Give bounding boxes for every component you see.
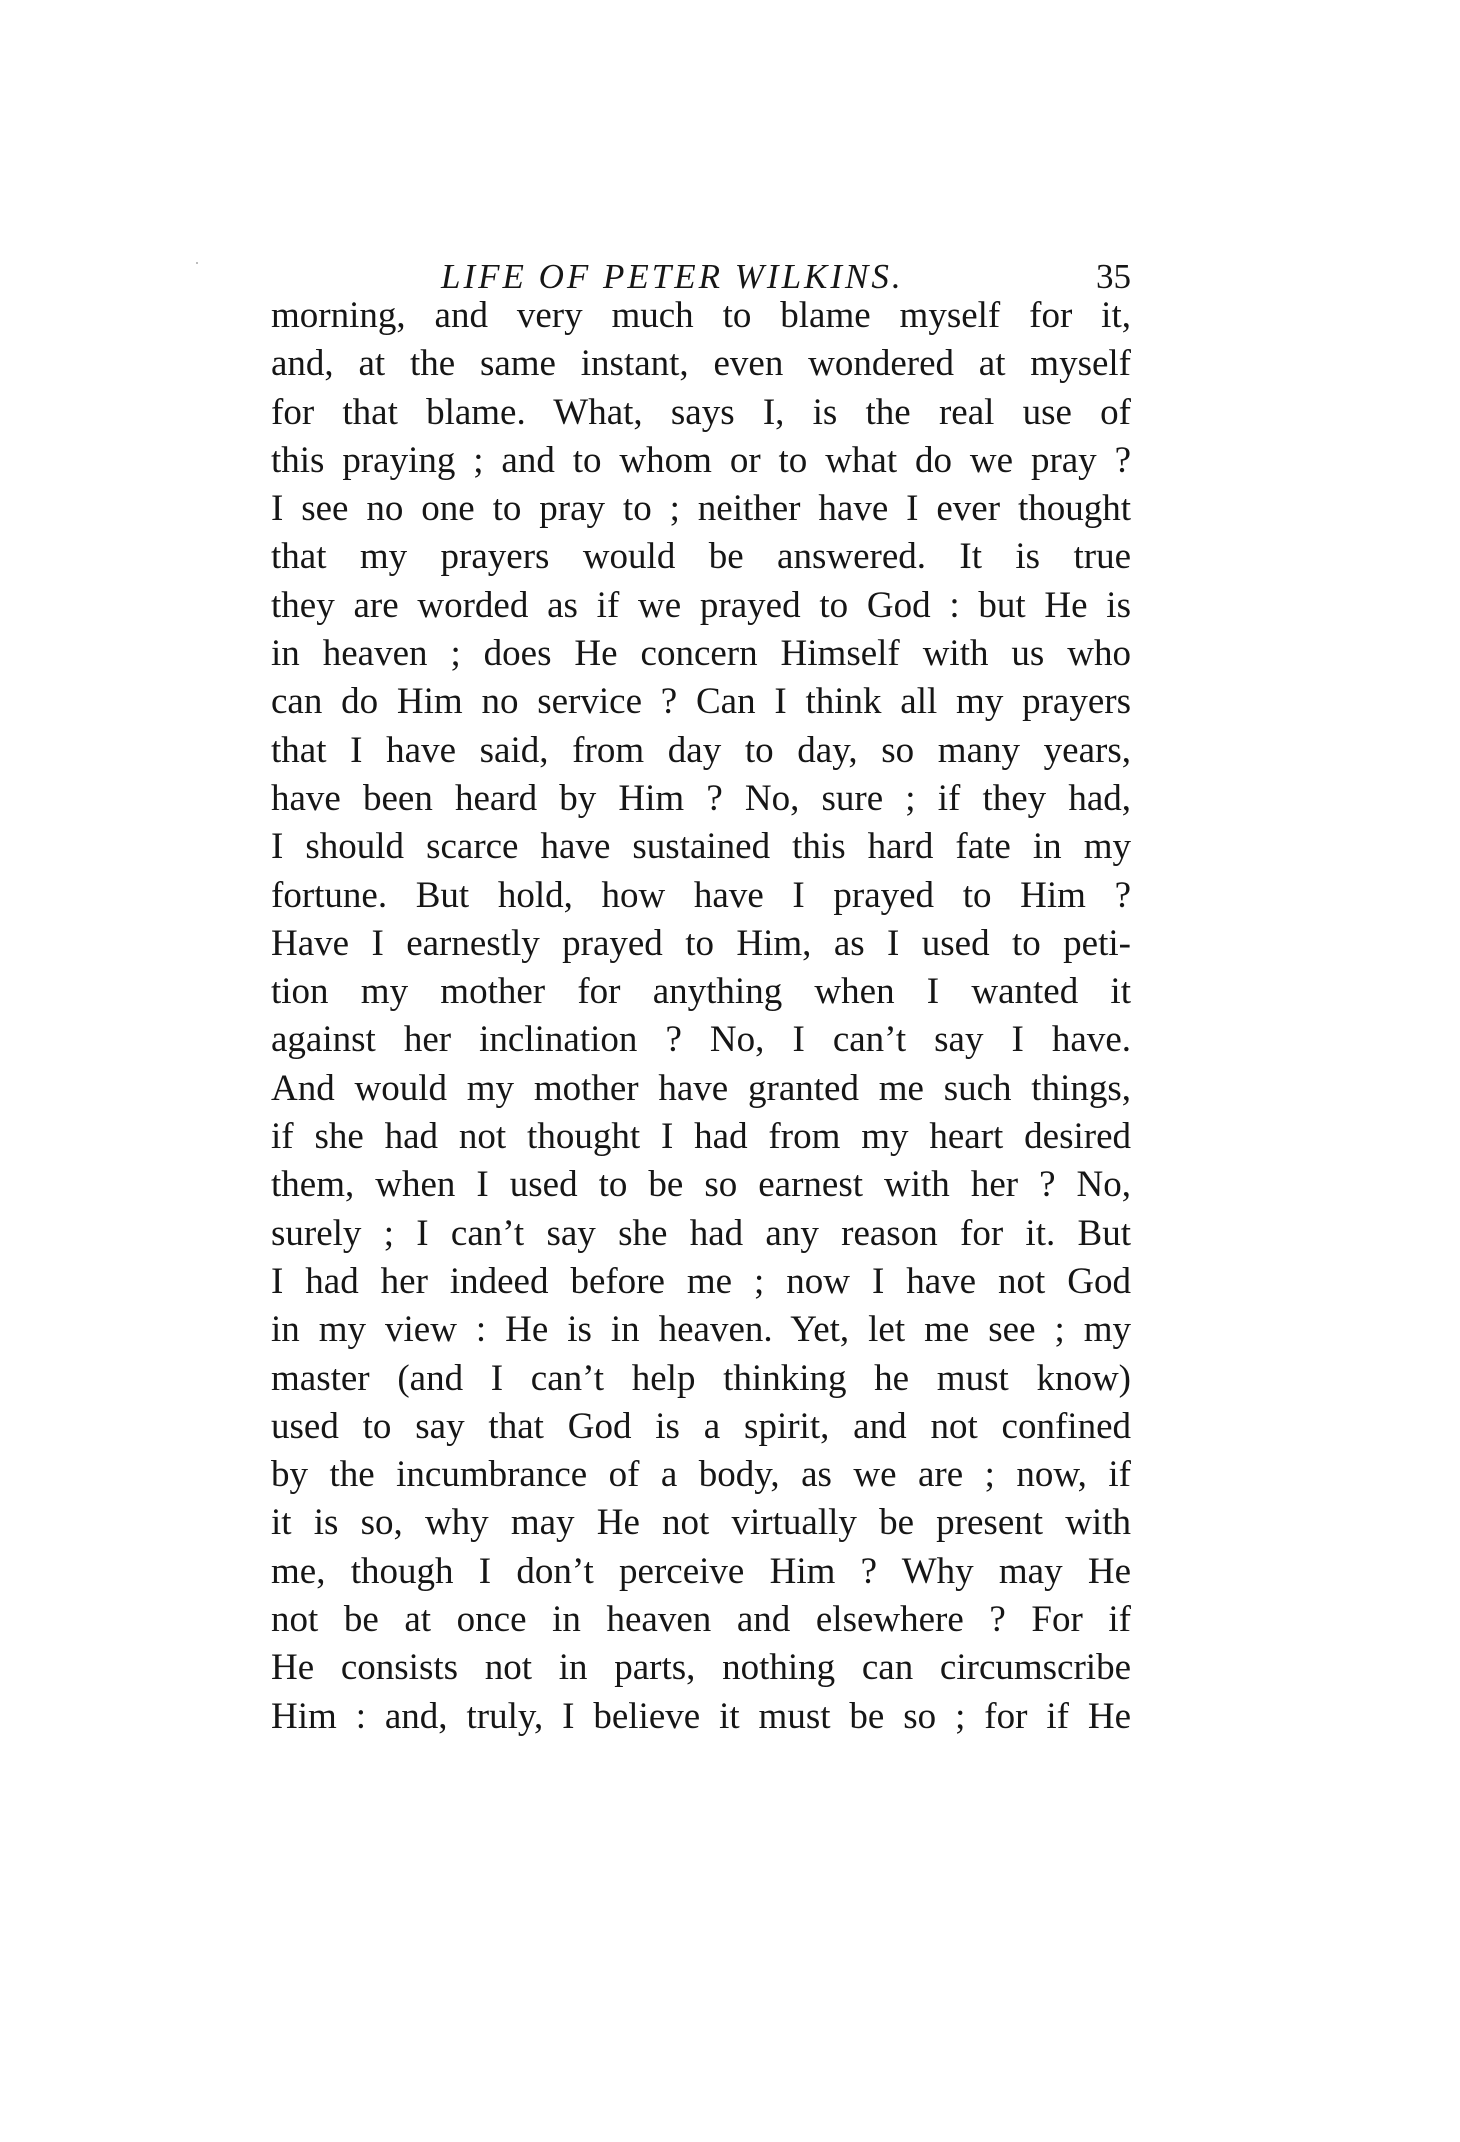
text-line: morning, and very much to blame myself for it, (271, 295, 1131, 336)
text-line: have been heard by Him ? No, sure ; if they had, (271, 777, 1131, 819)
text-line: tion my mother for anything when I wanted it (271, 971, 1131, 1013)
text-line: them, when I used to be so earnest with her ? No, (271, 1164, 1131, 1206)
text-line: by the incumbrance of a body, as we are ; now, if (271, 1454, 1131, 1496)
text-line: they are worded as if we prayed to God : but He is (271, 584, 1131, 626)
text-line: I see no one to pray to ; neither have I ever thought (271, 488, 1131, 530)
text-line: that my prayers would be answered. It is true (271, 536, 1131, 578)
text-line: can do Him no service ? Can I think all my prayers (271, 681, 1131, 723)
text-line: if she had not thought I had from my heart desired (271, 1116, 1131, 1158)
text-line: me, though I don’t perceive Him ? Why may He (271, 1550, 1131, 1592)
text-line: for that blame. What, says I, is the real use of (271, 391, 1131, 433)
text-line: this praying ; and to whom or to what do we pray ? (271, 439, 1131, 481)
page-number: 35 (1096, 257, 1131, 296)
text-line: I had her indeed before me ; now I have not God (271, 1260, 1131, 1302)
running-title: LIFE OF PETER WILKINS. (441, 257, 904, 296)
text-line: not be at once in heaven and elsewhere ? For if (271, 1599, 1131, 1641)
text-line: I should scarce have sustained this hard fate in my (271, 826, 1131, 868)
paper-speck (196, 262, 198, 264)
text-line: surely ; I can’t say she had any reason for it. But (271, 1212, 1131, 1254)
text-line: Him : and, truly, I believe it must be so ; for if He (271, 1695, 1131, 1737)
text-line: master (and I can’t help thinking he must know) (271, 1357, 1131, 1399)
text-line: fortune. But hold, how have I prayed to Him ? (271, 874, 1131, 916)
text-line: against her inclination ? No, I can’t say I have. (271, 1019, 1131, 1061)
text-line: He consists not in parts, nothing can circumscribe (271, 1647, 1131, 1689)
text-line: that I have said, from day to day, so many years, (271, 729, 1131, 771)
text-line: and, at the same instant, even wondered at myself (271, 343, 1131, 385)
text-line: And would my mother have granted me such things, (271, 1067, 1131, 1109)
text-line: used to say that God is a spirit, and not confined (271, 1405, 1131, 1447)
text-line: in my view : He is in heaven. Yet, let me see ; my (271, 1309, 1131, 1351)
body-text (271, 292, 1131, 1741)
text-line: it is so, why may He not virtually be present with (271, 1502, 1131, 1544)
text-line: Have I earnestly prayed to Him, as I used to peti- (271, 922, 1131, 964)
text-line: in heaven ; does He concern Himself with us who (271, 633, 1131, 675)
